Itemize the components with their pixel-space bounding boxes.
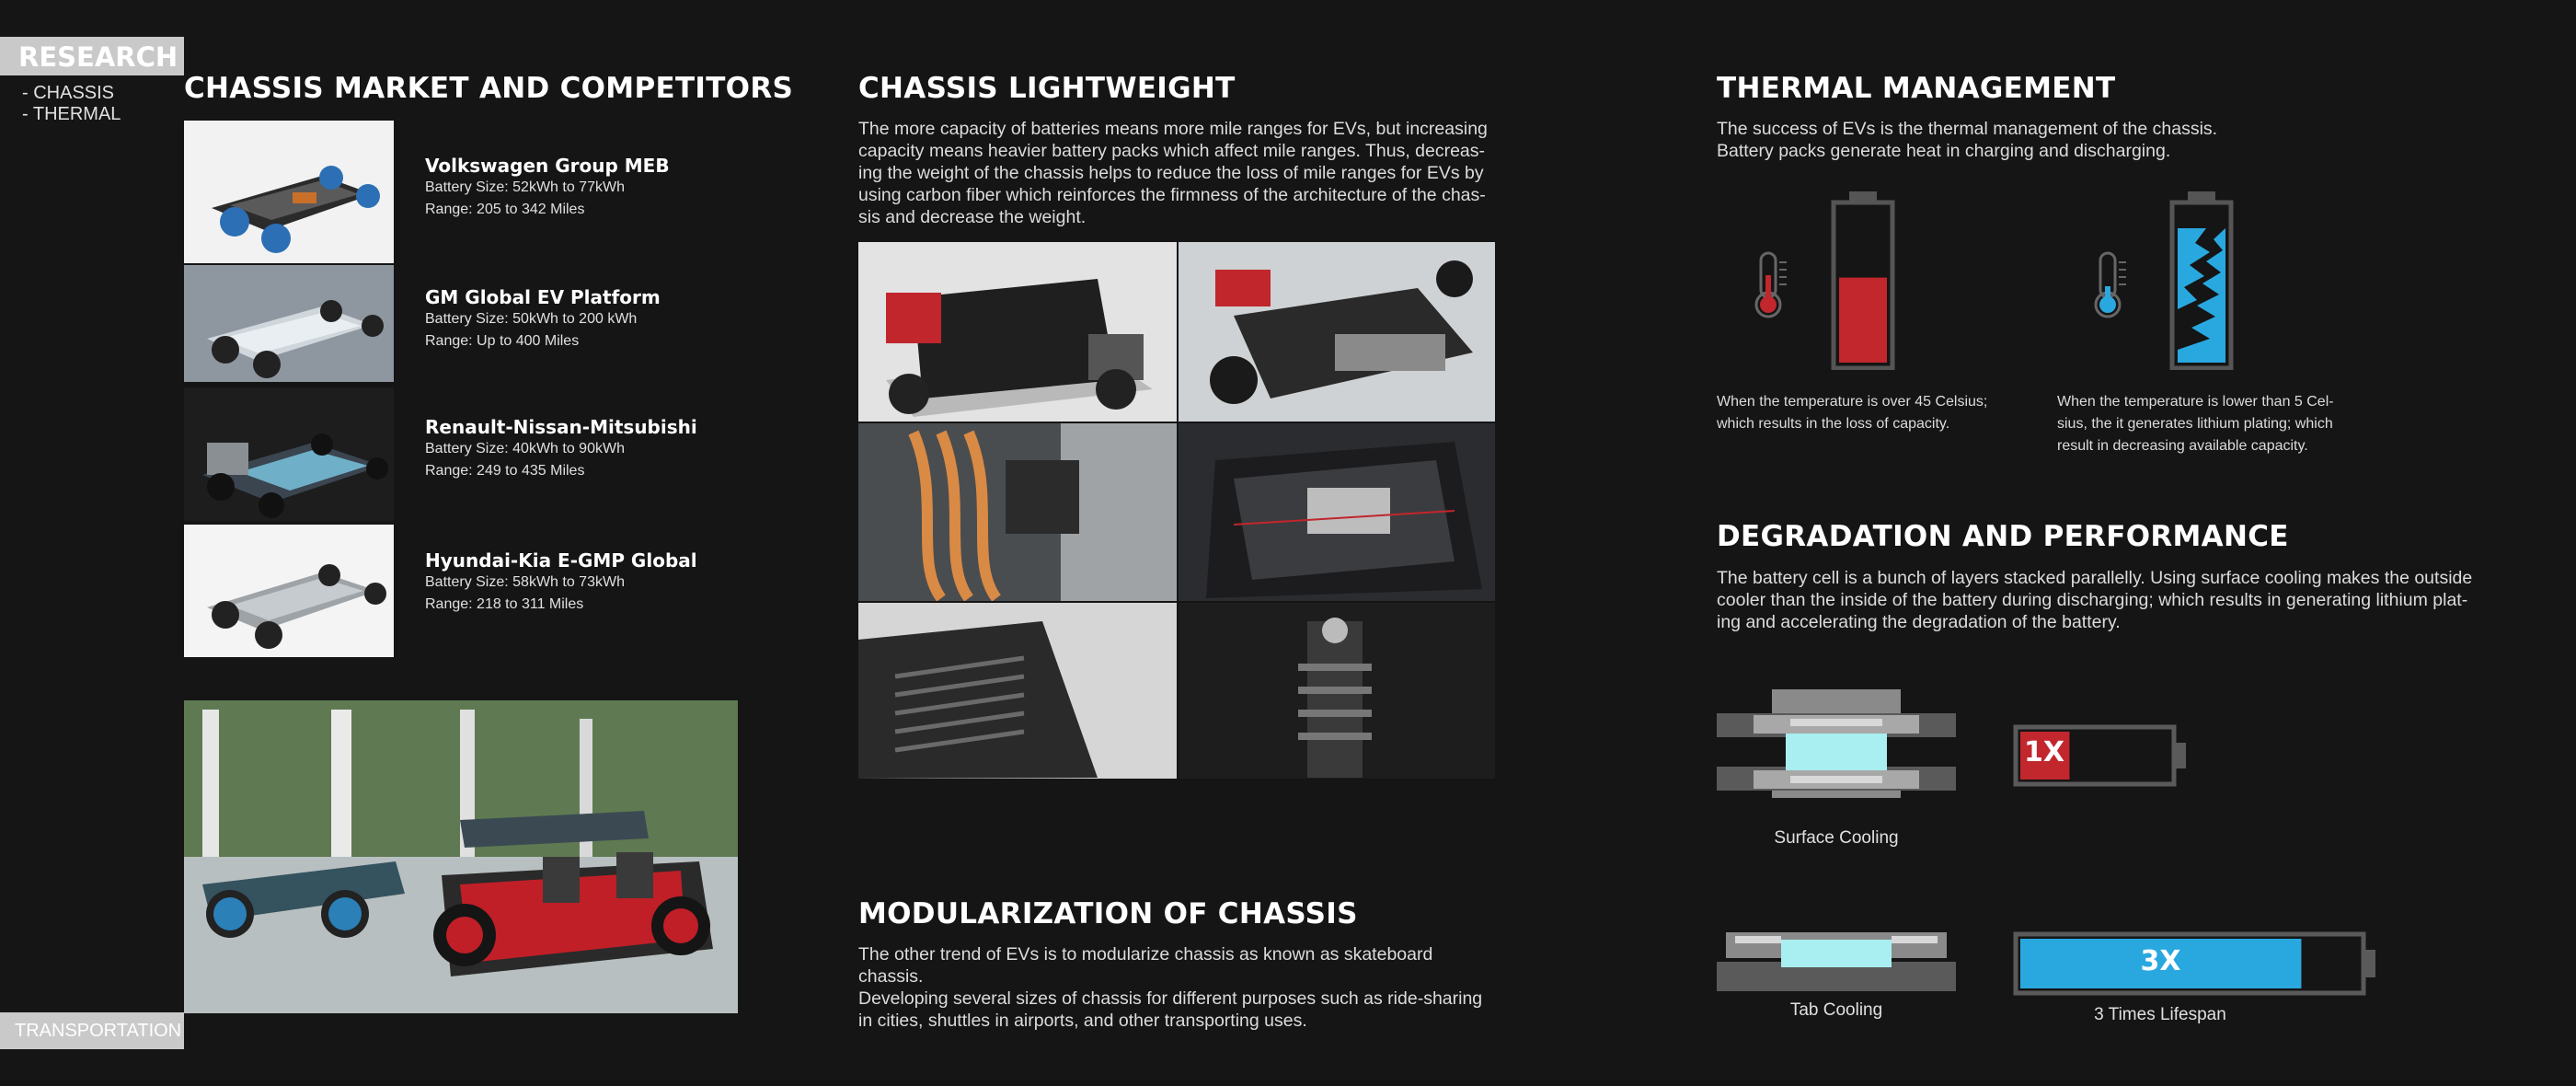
hot-caption-line: When the temperature is over 45 Celsius; xyxy=(1717,394,1988,410)
sidebar-nav-chassis[interactable]: - CHASSIS xyxy=(22,83,115,103)
skateboard-showroom-photo xyxy=(184,700,738,1013)
competitor-image-gm xyxy=(184,265,394,382)
competitor-vw xyxy=(425,155,670,221)
carbon-chassis-photo-1 xyxy=(858,242,1177,422)
tab-lifespan-value: 3X xyxy=(2140,945,2181,977)
competitor-gm xyxy=(425,286,661,352)
carbon-chassis-photo-2 xyxy=(1179,242,1495,422)
thermal-title: THERMAL MANAGEMENT xyxy=(1717,72,2116,105)
competitor-image-hyundai xyxy=(184,525,394,657)
hot-caption-line: which results in the loss of capacity. xyxy=(1717,416,1950,432)
modular-body xyxy=(858,943,1502,1032)
competitor-name: Hyundai-Kia E-GMP Global xyxy=(425,549,697,572)
competitor-range: Range: 249 to 435 Miles xyxy=(425,463,585,479)
competitor-renault xyxy=(425,416,697,482)
hot-battery-icon xyxy=(1831,191,1895,370)
sidebar-nav-thermal[interactable]: - THERMAL xyxy=(22,104,121,124)
lifespan-label: 3 Times Lifespan xyxy=(2094,1005,2226,1024)
competitor-battery: Battery Size: 58kWh to 73kWh xyxy=(425,574,625,590)
degradation-title: DEGRADATION AND PERFORMANCE xyxy=(1717,520,2289,553)
degradation-body xyxy=(1717,567,2490,633)
competitor-range: Range: Up to 400 Miles xyxy=(425,333,580,349)
carbon-chassis-photo-5 xyxy=(858,603,1177,779)
competitor-hyundai xyxy=(425,549,697,616)
competitor-image-vw xyxy=(184,121,394,263)
sidebar-section-badge xyxy=(0,37,184,75)
sidebar-footer-label: TRANSPORTATION xyxy=(15,1021,182,1041)
competitor-battery: Battery Size: 50kWh to 200 kWh xyxy=(425,311,638,327)
tab-cooling-label: Tab Cooling xyxy=(1789,1000,1883,1020)
cold-caption xyxy=(2057,391,2370,457)
carbon-chassis-photo-3 xyxy=(858,423,1177,601)
sidebar-section-label: RESEARCH xyxy=(18,41,178,73)
competitor-name: Renault-Nissan-Mitsubishi xyxy=(425,416,697,438)
thermal-body xyxy=(1717,118,2361,162)
modular-body-line: Developing several sizes of chassis for different purposes such as ride-sharing xyxy=(858,988,1483,1009)
lightweight-body xyxy=(858,118,1502,228)
competitor-battery: Battery Size: 40kWh to 90kWh xyxy=(425,441,625,456)
hot-caption xyxy=(1717,391,2030,435)
thermal-body-line: The success of EVs is the thermal management of the chassis. xyxy=(1717,119,2218,139)
degradation-body-line: The battery cell is a bunch of layers stacked parallelly. Using surface cooling makes the outside xyxy=(1717,568,2473,588)
surface-cooling-diagram xyxy=(1717,687,1956,798)
cold-caption-line: sius, the it generates lithium plating; which xyxy=(2057,416,2333,432)
surface-cooling-label: Surface Cooling xyxy=(1774,828,1899,848)
lightweight-title: CHASSIS LIGHTWEIGHT xyxy=(858,72,1236,105)
competitor-range: Range: 205 to 342 Miles xyxy=(425,202,585,217)
degradation-body-line: cooler than the inside of the battery during discharging; which results in generating lithium plat- xyxy=(1717,590,2468,610)
carbon-chassis-photo-4 xyxy=(1179,423,1495,601)
lightweight-body-line: capacity means heavier battery packs which affect mile ranges. Thus, decreas- xyxy=(858,141,1486,161)
sidebar-footer-badge xyxy=(0,1012,184,1049)
market-title: CHASSIS MARKET AND COMPETITORS xyxy=(184,72,794,105)
competitor-name: GM Global EV Platform xyxy=(425,286,661,308)
modular-title: MODULARIZATION OF CHASSIS xyxy=(858,897,1358,930)
lightweight-body-line: The more capacity of batteries means more mile ranges for EVs, but increasing xyxy=(858,119,1488,139)
competitor-image-renault xyxy=(184,387,394,521)
lightweight-body-line: using carbon fiber which reinforces the firmness of the architecture of the chas- xyxy=(858,185,1486,205)
tab-cooling-diagram xyxy=(1717,925,1956,991)
hot-thermometer-icon xyxy=(1754,251,1790,319)
modular-body-line: in cities, shuttles in airports, and other transporting uses. xyxy=(858,1011,1307,1031)
cold-battery-icon xyxy=(2169,191,2234,370)
lightweight-body-line: sis and decrease the weight. xyxy=(858,207,1087,227)
surface-lifespan-value: 1X xyxy=(2023,736,2064,768)
competitor-battery: Battery Size: 52kWh to 77kWh xyxy=(425,179,625,195)
competitor-name: Volkswagen Group MEB xyxy=(425,155,670,177)
degradation-body-line: ing and accelerating the degradation of the battery. xyxy=(1717,612,2121,632)
lightweight-body-line: ing the weight of the chassis helps to reduce the loss of mile ranges for EVs by xyxy=(858,163,1484,183)
cold-caption-line: result in decreasing available capacity. xyxy=(2057,438,2308,454)
thermal-body-line: Battery packs generate heat in charging and discharging. xyxy=(1717,141,2171,161)
cold-thermometer-icon xyxy=(2093,251,2130,319)
cold-caption-line: When the temperature is lower than 5 Cel- xyxy=(2057,394,2334,410)
competitor-range: Range: 218 to 311 Miles xyxy=(425,596,584,612)
modular-body-line: The other trend of EVs is to modularize chassis as known as skateboard chassis. xyxy=(858,944,1433,987)
carbon-chassis-photo-6 xyxy=(1179,603,1495,779)
